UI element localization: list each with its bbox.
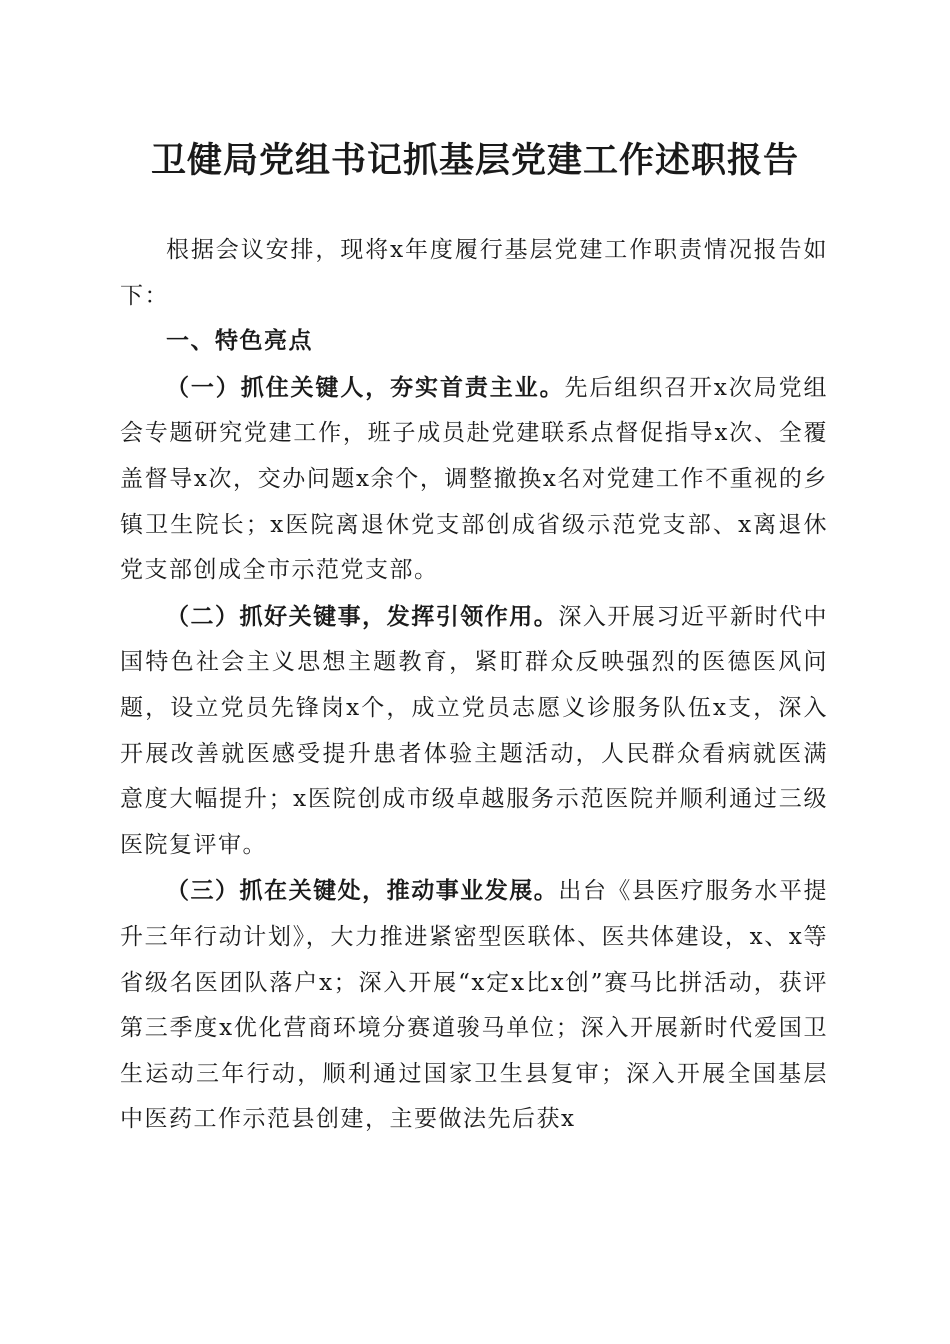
paragraph-text: 深入开展习近平新时代中国特色社会主义思想主题教育，紧盯群众反映强烈的医德医风问题，设立党员先锋岗x个，成立党员志愿义诊服务队伍x支，深入开展改善就医感受提升患者体验主题活动，人民群众看病就医满意度大幅提升；x医院创成市级卓越服务示范医院并顺利通过三级医院复评审。: [120, 603, 829, 858]
paragraph-lead: （二）抓好关键事，发挥引领作用。: [166, 602, 559, 630]
paragraph-lead: （一）抓住关键人，夯实首责主业。: [166, 373, 565, 401]
document-body: [120, 228, 828, 1143]
paragraph-text: 出台《县医疗服务水平提升三年行动计划》，大力推进紧密型医联体、医共体建设，x、x等省级名医团队落户x；深入开展“x定x比x创”赛马比拼活动，获评第三季度x优化营商环境分赛道骏马单位；深入开展新时代爱国卫生运动三年行动，顺利通过国家卫生县复审；深入开展全国基层中医药工作示范县创建，主要做法先后获x: [120, 878, 829, 1133]
paragraph-item-3: [120, 868, 828, 1143]
paragraph-text: 先后组织召开x次局党组会专题研究党建工作，班子成员赴党建联系点督促指导x次、全覆盖督导x次，交办问题x余个，调整撤换x名对党建工作不重视的乡镇卫生院长；x医院离退休党支部创成省级示范党支部、x离退休党支部创成全市示范党支部。: [120, 374, 829, 584]
section-heading: 一、特色亮点: [166, 328, 313, 355]
paragraph-lead: （三）抓在关键处，推动事业发展。: [166, 877, 559, 905]
document-title: 卫健局党组书记抓基层党建工作述职报告: [150, 140, 799, 181]
paragraph-item-2: [120, 594, 828, 869]
intro-paragraph: 根据会议安排，现将x年度履行基层党建工作职责情况报告如下：: [120, 237, 828, 309]
paragraph-item-1: [120, 365, 828, 594]
